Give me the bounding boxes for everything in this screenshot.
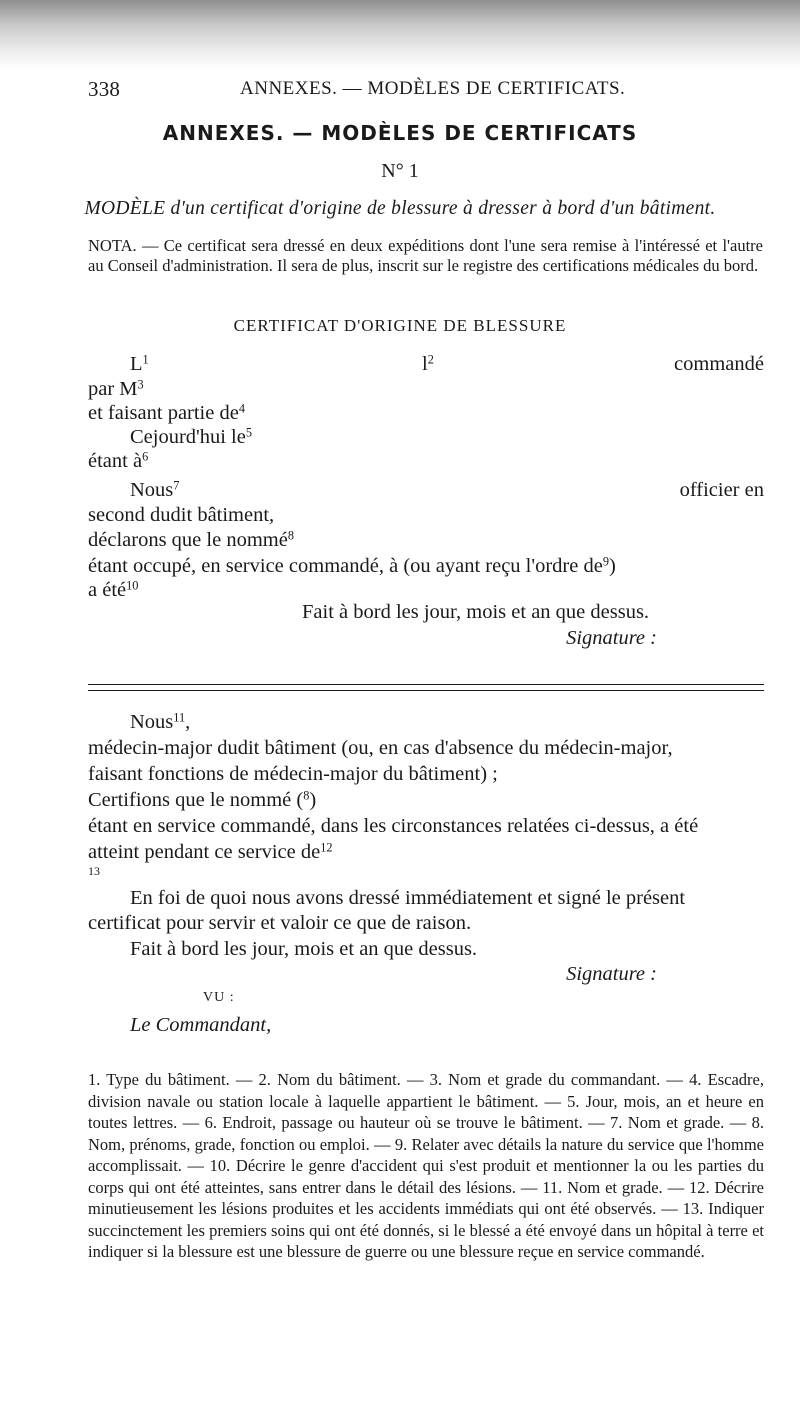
footnote-ref: 2 — [427, 352, 434, 367]
med-line-2: médecin-major dudit bâtiment (ou, en cas d'absence du médecin-major, — [88, 737, 673, 759]
cert-line-9: étant occupé, en service commandé, à (ou ayant reçu l'ordre $de^9$) — [88, 554, 616, 577]
model-number: N° 1 — [381, 160, 419, 182]
cert-line-8: déclarons que le nommé$^8$ — [88, 528, 294, 551]
med-signature: Signature : — [566, 963, 657, 985]
separator-rule-top — [88, 684, 764, 685]
cert-line-1-right: commandé — [674, 353, 764, 375]
footnote-ref: 12 — [320, 840, 333, 855]
cert-signature: Signature : — [566, 627, 657, 649]
footnote-ref: 3 — [137, 377, 144, 392]
footnotes-block: 1. Type du bâtiment. — 2. Nom du bâtiment. — 3. Nom et grade du commandant. — 4. Escadre, division navale ou station locale à laquelle appartient le bâtiment. — 5. Jour, mois, an et heure en toutes lettres. — 6. Endroit, passage ou hauteur où se trouve le bâtiment. — 7. Nom et grade. — 8. Nom, prénoms, grade, fonction ou emploi. — 9. Relater avec détails la nature du service que l'homme accomplissait. — 10. Décrire le genre d'accident qui s'est produit et mentionner la ou les parties du corps qui ont été atteintes, sans entrer dans le détail des lésions. — 11. Nom et grade. — 12. Décrire minutieusement les lésions produites et les accidents immédiats qui ont été observés. — 13. Indiquer succinctement les premiers soins qui ont été donnés, si le blessé a été envoyé dans un hôpital à terre et indiquer si la blessure est une blessure de guerre ou une blessure reçue en service commandé. — [88, 1070, 764, 1261]
cert-line-4: Cejourd'hui $le^5$ — [130, 425, 253, 448]
med-para-1: En foi de quoi nous avons dressé immédiatement et signé le présent — [130, 887, 686, 909]
footnote-ref: 5 — [245, 425, 253, 440]
nota-paragraph: NOTA. — Ce certificat sera dressé en deux expéditions dont l'une sera remise à l'intéressé et l'autre au Conseil d'administration. Il sera de plus, inscrit sur le registre des certifications médicales du bord. — [88, 236, 763, 275]
cert-line-6-right: officier en — [679, 479, 764, 501]
cert-line-2: par $M^3$ — [88, 377, 144, 400]
cert-line-6-left: Nous$^7$ — [130, 478, 180, 501]
footnote-ref: 8 — [287, 528, 294, 543]
vu-label: VU : — [203, 990, 235, 1005]
cert-line-1-left: $L^1$ — [130, 352, 149, 375]
med-line-1: Nous$^{11}$, — [130, 710, 191, 733]
med-line-5: étant en service commandé, dans les circonstances relatées ci-dessus, a été — [88, 815, 699, 837]
med-line-4: Certifions que le nommé ($^8$) — [88, 788, 317, 811]
cert-line-3: et faisant partie $de^4$ — [88, 401, 245, 424]
running-title: ANNEXES. — MODÈLES DE CERTIFICATS. — [240, 78, 626, 99]
footnote-ref: 6 — [142, 449, 149, 464]
med-closing: Fait à bord les jour, mois et an que dessus. — [130, 938, 478, 960]
page-number: 338 — [88, 77, 121, 101]
section-title: ANNEXES. — MODÈLES DE CERTIFICATS — [162, 121, 638, 145]
footnote-ref: 11 — [173, 710, 186, 725]
footnote-ref: 10 — [126, 578, 139, 593]
cert-line-5: étant $à^6$ — [88, 449, 149, 472]
footnote-ref: 9 — [602, 554, 609, 569]
commandant-label: Le Commandant, — [130, 1014, 272, 1036]
footnote-ref: 8 — [303, 788, 310, 803]
model-subtitle-lead: MODÈLE — [84, 198, 166, 219]
cert-line-7: second dudit bâtiment, — [88, 504, 275, 526]
footnote-ref: 1 — [142, 352, 149, 367]
cert-line-1-mid: $l^2$ — [422, 352, 434, 375]
cert-line-10: a été$^{10}$ — [88, 578, 139, 601]
separator-rule-bottom — [88, 690, 764, 691]
footnote-ref: 4 — [238, 401, 245, 416]
model-subtitle — [0, 198, 800, 220]
certificate-title: CERTIFICAT D'ORIGINE DE BLESSURE — [233, 316, 567, 335]
med-line-3: faisant fonctions de médecin-major du bâtiment) ; — [88, 763, 498, 785]
model-subtitle-rest: d'un certificat d'origine de blessure à dresser à bord d'un bâtiment. — [170, 198, 716, 219]
cert-closing: Fait à bord les jour, mois et an que dessus. — [302, 601, 650, 623]
footnote-ref-13: 13 — [88, 864, 100, 878]
med-para-2: certificat pour servir et valoir ce que de raison. — [88, 912, 472, 934]
footnote-ref: 7 — [173, 478, 180, 493]
med-line-6: atteint pendant ce service $de^{12}$ — [88, 840, 333, 863]
scan-edge-shadow — [0, 0, 800, 70]
